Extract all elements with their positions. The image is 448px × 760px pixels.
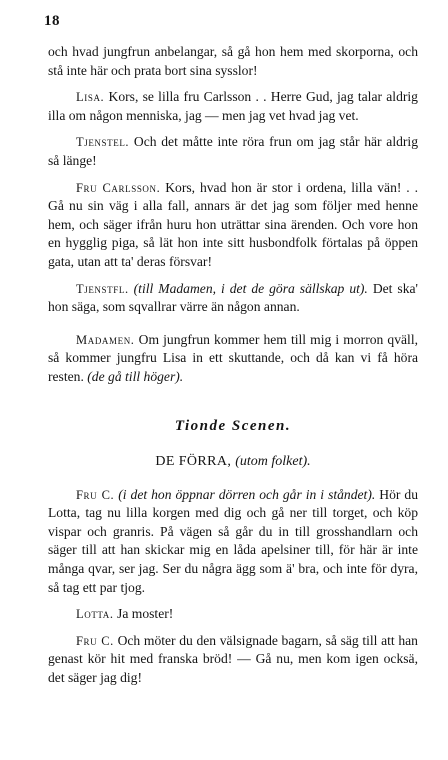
speaker-name: Fru C. bbox=[76, 633, 114, 648]
speaker-name: Lotta. bbox=[76, 607, 114, 622]
dialogue-paragraph bbox=[48, 133, 418, 170]
page-number: 18 bbox=[44, 13, 60, 29]
speaker-name: Fru C. bbox=[76, 487, 115, 502]
speaker-name: Fru Carlsson. bbox=[76, 180, 161, 195]
cast-names: DE FÖRRA, bbox=[155, 454, 232, 470]
dialogue-paragraph bbox=[48, 88, 418, 125]
scene-heading: Tionde Scenen. bbox=[174, 417, 292, 434]
dialogue-paragraph bbox=[48, 179, 418, 272]
dialogue-paragraph bbox=[48, 632, 418, 688]
dialogue-paragraph bbox=[48, 280, 418, 317]
paragraph-text: och hvad jungfrun anbelangar, så gå hon hem med skorporna, och stå inte här och prata bort sina sysslor! bbox=[48, 44, 418, 78]
dialogue-text: Hör du Lotta, tag nu lilla korgen med dig och gå ner till torget, och köp vispar och granris. På vägen så går du in till grosshandlarn och säger till att han skickar mig en låda apelsiner till, för här är inte många qvar, ser jag. Ser du några ägg som ä' bra, och inte för dyra, så tag ett par tjog. bbox=[48, 486, 418, 595]
cast-line bbox=[48, 453, 418, 472]
speaker-name: Madamen. bbox=[76, 332, 135, 347]
paragraph bbox=[48, 43, 418, 80]
dialogue-text: Och det måtte inte röra frun om jag står här aldrig så länge! bbox=[48, 134, 418, 168]
dialogue-text: Kors, se lilla fru Carlsson . . Herre Gud, jag talar aldrig illa om någon menniska, jag — men jag vet hvad jag vet. bbox=[48, 89, 418, 123]
stage-direction: (till Madamen, i det de göra sällskap ut). bbox=[133, 280, 368, 296]
dialogue-text: Ja moster! bbox=[117, 606, 174, 622]
dialogue-text: Om jungfrun kommer hem till mig i morron qväll, så kommer jungfru Lisa in ett skuttande, och då kan vi få höra resten. bbox=[48, 331, 418, 384]
dialogue-text: Det ska' hon säga, som sqvallrar värre än någon annan. bbox=[48, 280, 418, 315]
stage-direction: (de gå till höger). bbox=[87, 368, 184, 384]
dialogue-text: Och möter du den välsignade bagarn, så säg till att han genast kör hit med franska bröd! — Gå nu, men kom igen ocksä, det säger jag dig! bbox=[48, 632, 418, 686]
speaker-name: Tjenstel. bbox=[76, 135, 130, 150]
stage-direction: (i det hon öppnar dörren och går in i ståndet). bbox=[118, 486, 376, 502]
dialogue-paragraph bbox=[48, 331, 418, 387]
cast-note: (utom folket). bbox=[235, 454, 311, 470]
speaker-name: Tjenstfl. bbox=[76, 281, 129, 296]
speaker-name: Lisa. bbox=[76, 90, 105, 105]
dialogue-paragraph bbox=[48, 605, 418, 624]
dialogue-text: Kors, hvad hon är stor i ordena, lilla vän! . . Gå nu sin väg i alla fall, annars är det jag som följer med henne hem, och säger ifrån huru hon uträttar sina ärenden. Och vore hon en hygglig piga, så lät hon inte sitt husbondfolk förtalas på öppen gata, utan att ta' deras försvar! bbox=[48, 179, 418, 269]
dialogue-paragraph bbox=[48, 486, 418, 598]
page-text bbox=[48, 43, 418, 688]
